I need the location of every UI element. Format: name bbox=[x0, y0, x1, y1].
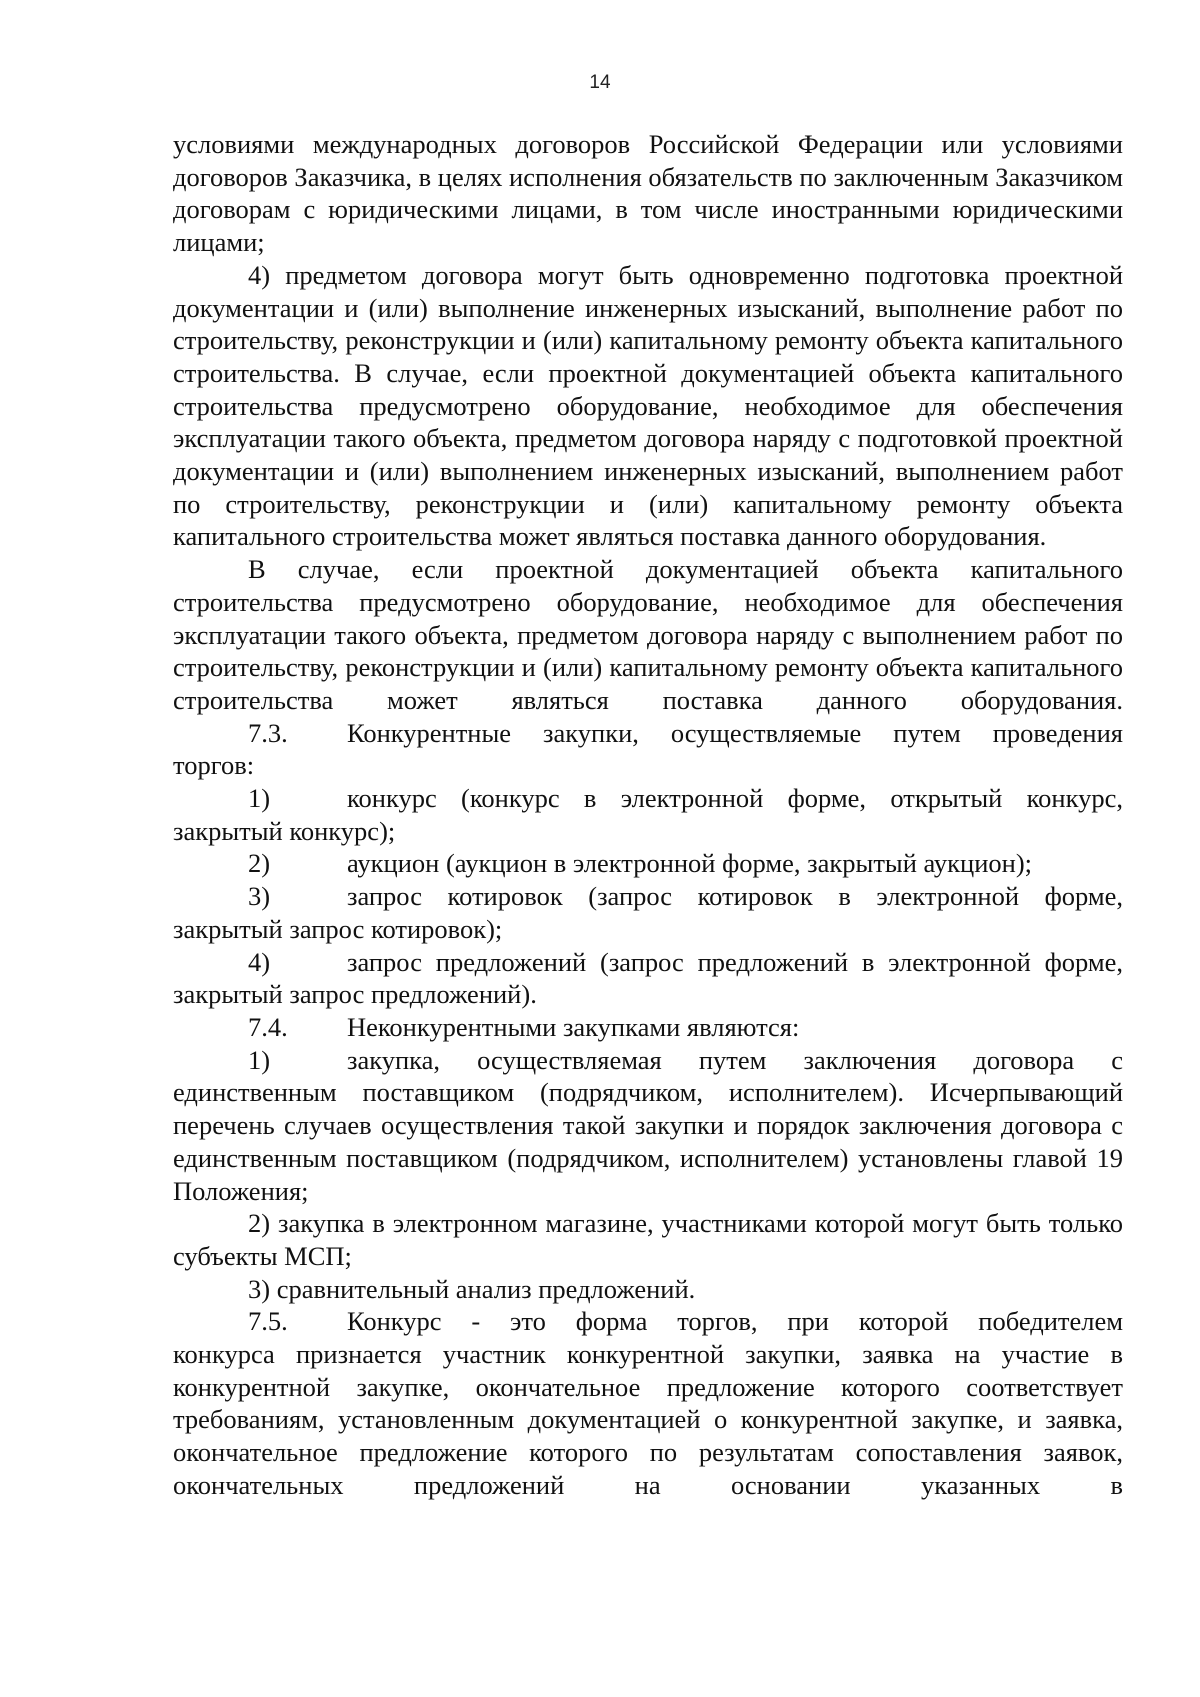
list-item-7-3-4 bbox=[173, 946, 1123, 1011]
section-number: 7.4. bbox=[248, 1011, 288, 1042]
item-text: конкурс (конкурс в электронной форме, открытый конкурс, bbox=[347, 783, 1123, 814]
item-text-continuation: единственным поставщиком (подрядчиком, исполнителем). Исчерпывающий перечень случаев осуществления такой закупки и порядок заключения договора с единственным поставщиком (подрядчиком, исполнителем) установлены главой 19 Положения; bbox=[173, 1077, 1123, 1206]
item-number: 2) bbox=[248, 848, 271, 879]
item-number: 3) bbox=[248, 881, 271, 912]
list-item-7-4-3: 3) сравнительный анализ предложений. bbox=[248, 1273, 696, 1304]
section-number: 7.3. bbox=[248, 717, 288, 748]
section-heading: Конкурентные закупки, осуществляемые путем проведения bbox=[347, 717, 1123, 748]
paragraph-continuation: условиями международных договоров Российской Федерации или условиями договоров Заказчика, в целях исполнения обязательств по заключенным Заказчиком договорам с юридическими лицами, в том числе иностранными юридическими лицами; bbox=[173, 129, 1123, 258]
item-text-continuation: закрытый конкурс); bbox=[173, 815, 396, 846]
item-text: запрос предложений (запрос предложений в электронной форме, bbox=[347, 946, 1123, 977]
item-text-continuation: закрытый запрос котировок); bbox=[173, 913, 503, 944]
section-heading: Неконкурентными закупками являются: bbox=[347, 1011, 800, 1042]
item-text: запрос котировок (запрос котировок в электронной форме, bbox=[347, 881, 1123, 912]
section-7-5 bbox=[173, 1305, 1123, 1501]
list-item-7-3-1 bbox=[173, 782, 1123, 847]
section-heading: Конкурс - это форма торгов, при которой победителем bbox=[347, 1306, 1123, 1337]
item-number: 1) bbox=[248, 1044, 271, 1075]
item-number: 4) bbox=[248, 946, 271, 977]
list-item-7-3-3 bbox=[173, 880, 1123, 945]
document-body bbox=[173, 128, 1123, 1502]
list-item-7-4-2: 2) закупка в электронном магазине, участниками которой могут быть только субъекты МСП; bbox=[173, 1208, 1123, 1271]
list-item-7-4-1 bbox=[173, 1044, 1123, 1208]
section-7-3 bbox=[173, 717, 1123, 782]
item-text-continuation: закрытый запрос предложений). bbox=[173, 979, 537, 1010]
item-text: закупка, осуществляемая путем заключения договора с bbox=[347, 1044, 1123, 1075]
section-number: 7.5. bbox=[248, 1306, 288, 1337]
paragraph-equipment: В случае, если проектной документацией объекта капитального строительства предусмотрено оборудование, необходимое для обеспечения эксплуатации такого объекта, предметом договора наряду с выполнением работ по строительству, реконструкции и (или) капитальному ремонту объекта капитального строительства может являться поставка данного оборудования. bbox=[173, 554, 1123, 715]
section-7-4 bbox=[173, 1011, 1123, 1044]
paragraph-item-4: 4) предметом договора могут быть одновременно подготовка проектной документации и (или) выполнение инженерных изысканий, выполнение работ по строительству, реконструкции и (или) капитальному ремонту объекта капитального строительства. В случае, если проектной документацией объекта капитального строительства предусмотрено оборудование, необходимое для обеспечения эксплуатации такого объекта, предметом договора наряду с подготовкой проектной документации и (или) выполнением инженерных изысканий, выполнением работ по строительству, реконструкции и (или) капитальному ремонту объекта капитального строительства может являться поставка данного оборудования. bbox=[173, 259, 1123, 552]
section-text: торгов: bbox=[173, 750, 255, 781]
list-item-7-3-2 bbox=[173, 847, 1123, 880]
page-number: 14 bbox=[589, 72, 611, 93]
item-text: аукцион (аукцион в электронной форме, закрытый аукцион); bbox=[347, 848, 1033, 879]
item-number: 1) bbox=[248, 783, 271, 814]
section-text: конкурса признается участник конкурентной закупки, заявка на участие в конкурентной закупке, окончательное предложение которого соответствует требованиям, установленным документацией о конкурентной закупке, и заявка, окончательное предложение которого по результатам сопоставления заявок, окончательных предложений на основании указанных в bbox=[173, 1339, 1123, 1500]
